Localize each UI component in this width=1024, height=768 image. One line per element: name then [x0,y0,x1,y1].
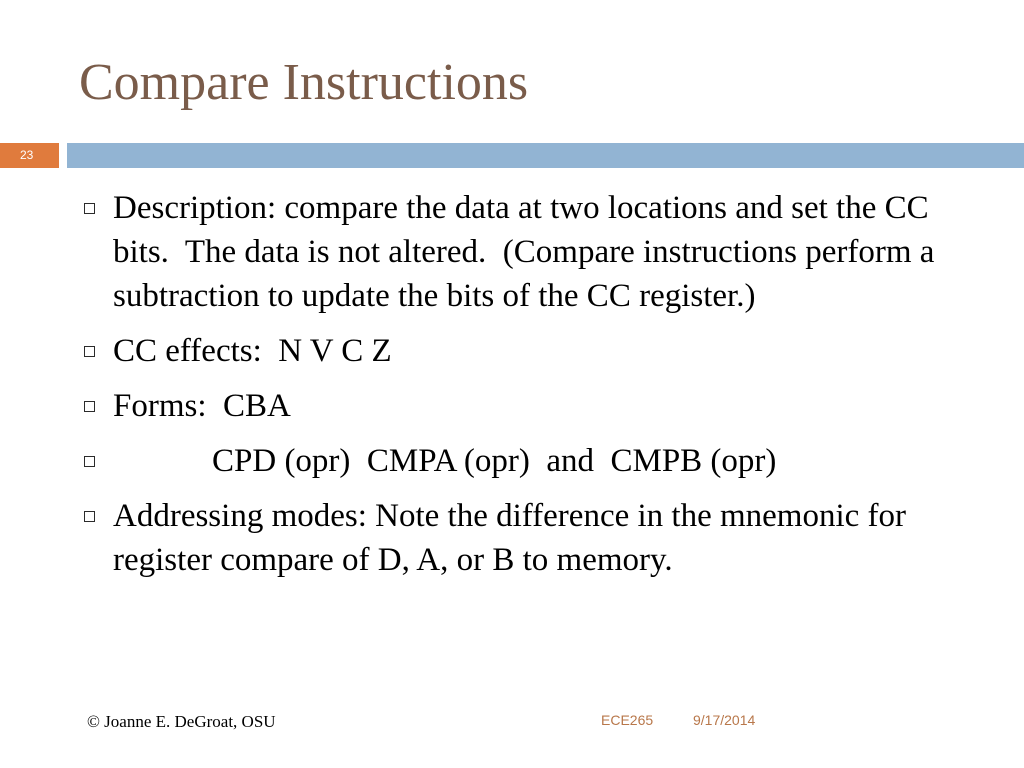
bullet-description [80,186,970,318]
title-divider-bar [67,143,1024,168]
square-bullet-icon [84,456,95,467]
bullet-text: Forms: CBA [113,388,291,424]
bullet-text: Addressing modes: Note the difference in the mnemonic for register compare of D, A, or B to memory. [113,498,915,578]
square-bullet-icon [84,511,95,522]
bullet-text: Description: compare the data at two locations and set the CC bits. The data is not altered. (Compare instructions perform a subtraction to update the bits of the CC register.) [113,190,943,314]
square-bullet-icon [84,203,95,214]
bullet-text: CPD (opr) CMPA (opr) and CMPB (opr) [113,443,777,479]
bullet-cc-effects [80,329,970,373]
square-bullet-icon [84,346,95,357]
bullet-list [80,186,970,593]
bullet-text: CC effects: N V C Z [113,333,392,369]
footer-course: ECE265 [601,712,654,728]
slide-title: Compare Instructions [79,54,529,111]
square-bullet-icon [84,401,95,412]
bullet-forms-continued [80,439,970,483]
slide-number: 23 [0,143,59,168]
bullet-forms [80,384,970,428]
footer-date: 9/17/2014 [693,712,756,728]
bullet-addressing-modes [80,494,970,582]
footer-author: © Joanne E. DeGroat, OSU [87,712,276,731]
